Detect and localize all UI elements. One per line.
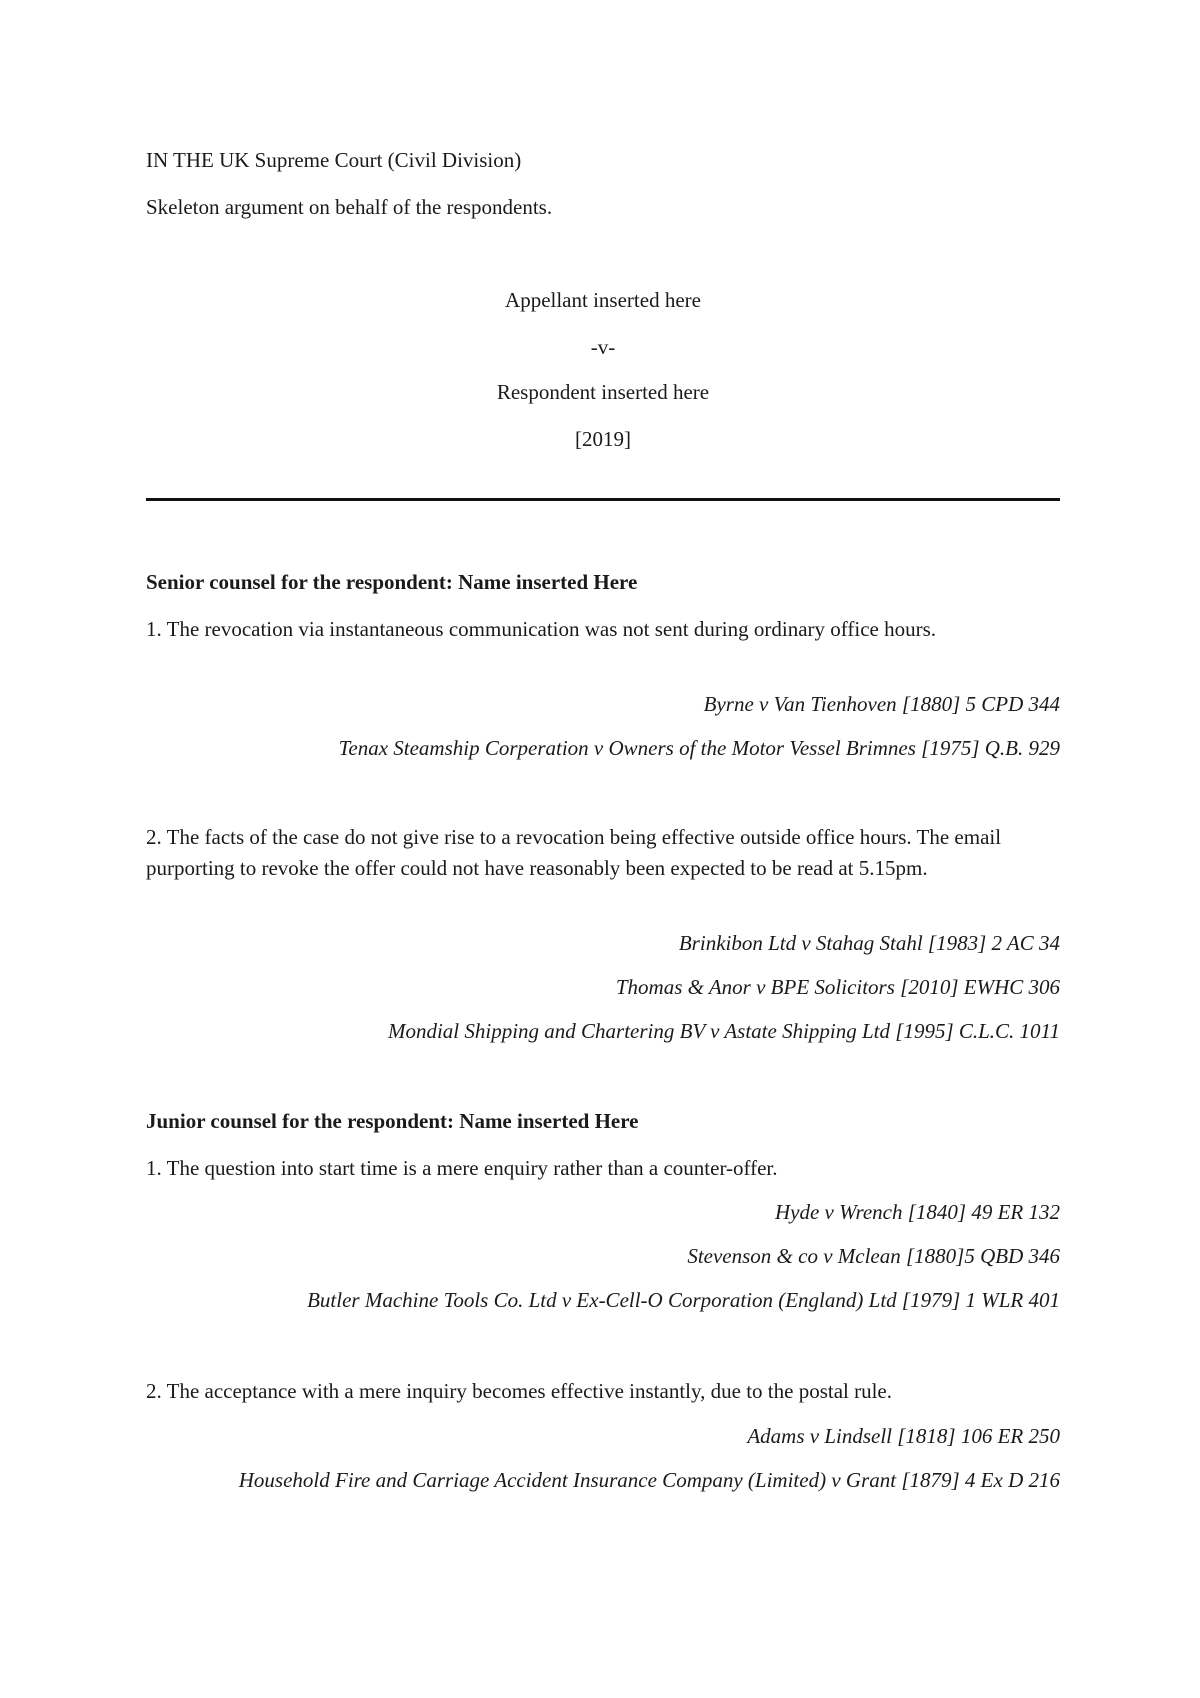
case-citation: Mondial Shipping and Chartering BV v Astate Shipping Ltd [1995] C.L.C. 1011	[387, 1019, 1060, 1043]
versus-label: -v-	[590, 335, 616, 359]
senior-point-1: 1. The revocation via instantaneous communication was not sent during ordinary office hours.	[146, 617, 937, 641]
court-heading: IN THE UK Supreme Court (Civil Division)	[146, 148, 522, 172]
case-citation: Butler Machine Tools Co. Ltd v Ex-Cell-O Corporation (England) Ltd [1979] 1 WLR 401	[307, 1288, 1060, 1312]
case-citation: Hyde v Wrench [1840] 49 ER 132	[775, 1200, 1060, 1224]
senior-counsel-heading: Senior counsel for the respondent: Name inserted Here	[146, 570, 638, 594]
case-citation: Tenax Steamship Corperation v Owners of the Motor Vessel Brimnes [1975] Q.B. 929	[338, 736, 1060, 760]
case-citation: Thomas & Anor v BPE Solicitors [2010] EWHC 306	[615, 975, 1060, 999]
case-citation: Stevenson & co v Mclean [1880]5 QBD 346	[687, 1244, 1060, 1268]
respondent-name: Respondent inserted here	[496, 380, 710, 404]
senior-point-2: 2. The facts of the case do not give rise to a revocation being effective outside office hours. The email purporting to revoke the offer could not have reasonably been expected to be read at 5.15pm.	[146, 825, 1002, 880]
case-citation: Adams v Lindsell [1818] 106 ER 250	[747, 1424, 1060, 1448]
junior-counsel-heading: Junior counsel for the respondent: Name inserted Here	[146, 1109, 639, 1133]
case-year: [2019]	[575, 427, 631, 451]
junior-point-1: 1. The question into start time is a mere enquiry rather than a counter-offer.	[146, 1156, 778, 1180]
case-citation: Byrne v Van Tienhoven [1880] 5 CPD 344	[703, 692, 1060, 716]
junior-point-2: 2. The acceptance with a mere inquiry becomes effective instantly, due to the postal rule.	[146, 1379, 893, 1403]
case-citation: Brinkibon Ltd v Stahag Stahl [1983] 2 AC 34	[678, 931, 1060, 955]
case-citation: Household Fire and Carriage Accident Insurance Company (Limited) v Grant [1879] 4 Ex D 216	[238, 1468, 1060, 1492]
document-subtitle: Skeleton argument on behalf of the respondents.	[146, 195, 553, 219]
appellant-name: Appellant inserted here	[505, 288, 701, 312]
divider-line	[146, 498, 1060, 501]
